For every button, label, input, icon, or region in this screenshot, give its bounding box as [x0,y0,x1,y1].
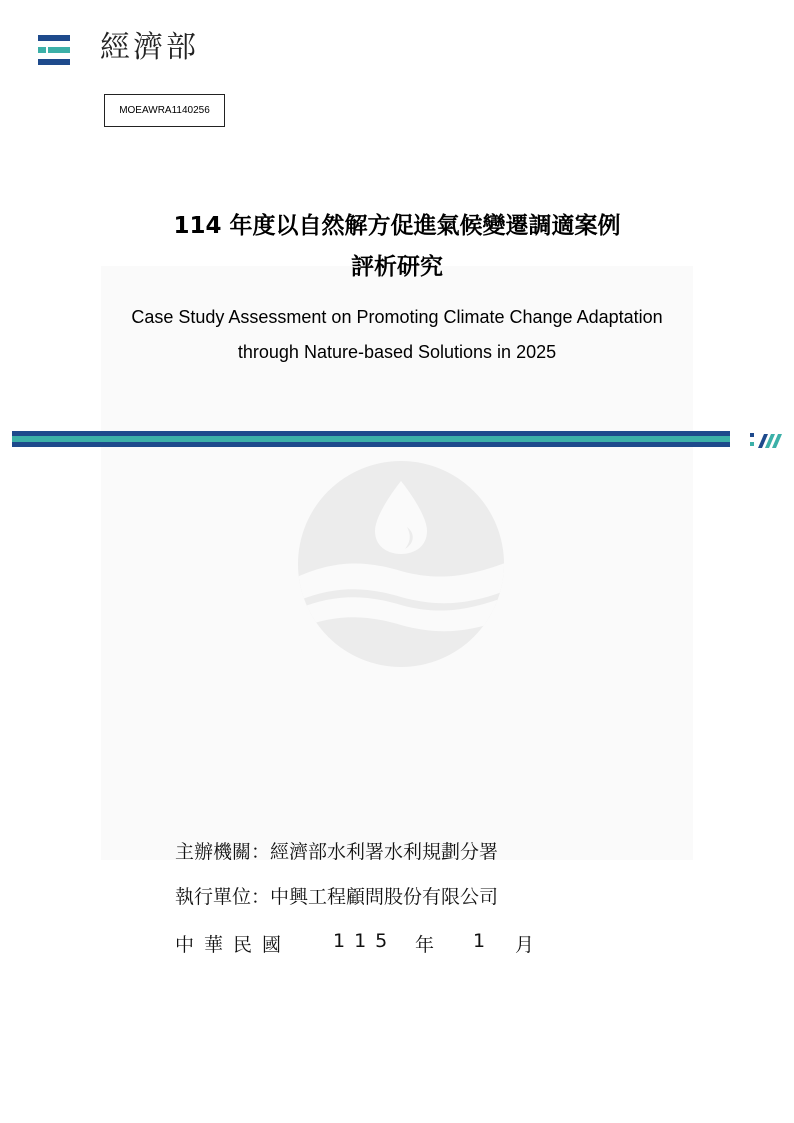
report-code-box: MOEAWRA1140256 [104,94,225,127]
report-title-english [97,300,697,370]
title-zh-line-1: 114 年度以自然解方促進氣候變遷調適案例 [173,213,621,239]
title-en-line-1: Case Study Assessment on Promoting Climate Change Adaptation [131,307,663,327]
moea-logo-icon [38,35,70,65]
date-year-unit: 年 [415,934,435,956]
report-title-chinese [97,206,697,288]
date-year: 115 [333,930,397,952]
water-drop-waves-icon [297,459,505,669]
sponsor-agency: 主辦機關：經濟部水利署水利規劃分署 [175,841,499,863]
date-month-unit: 月 [515,934,535,956]
stripe-navy-bottom [12,442,730,447]
executing-unit: 執行單位：中興工程顧問股份有限公司 [175,886,499,908]
title-zh-line-2: 評析研究 [351,254,443,280]
ministry-name: 經濟部 [100,30,199,65]
publication-date [175,928,540,960]
wra-logo-icon [748,430,786,452]
date-era: 中華民國 [175,934,292,956]
date-month: 1 [473,930,486,952]
title-en-line-2: through Nature-based Solutions in 2025 [237,342,557,362]
